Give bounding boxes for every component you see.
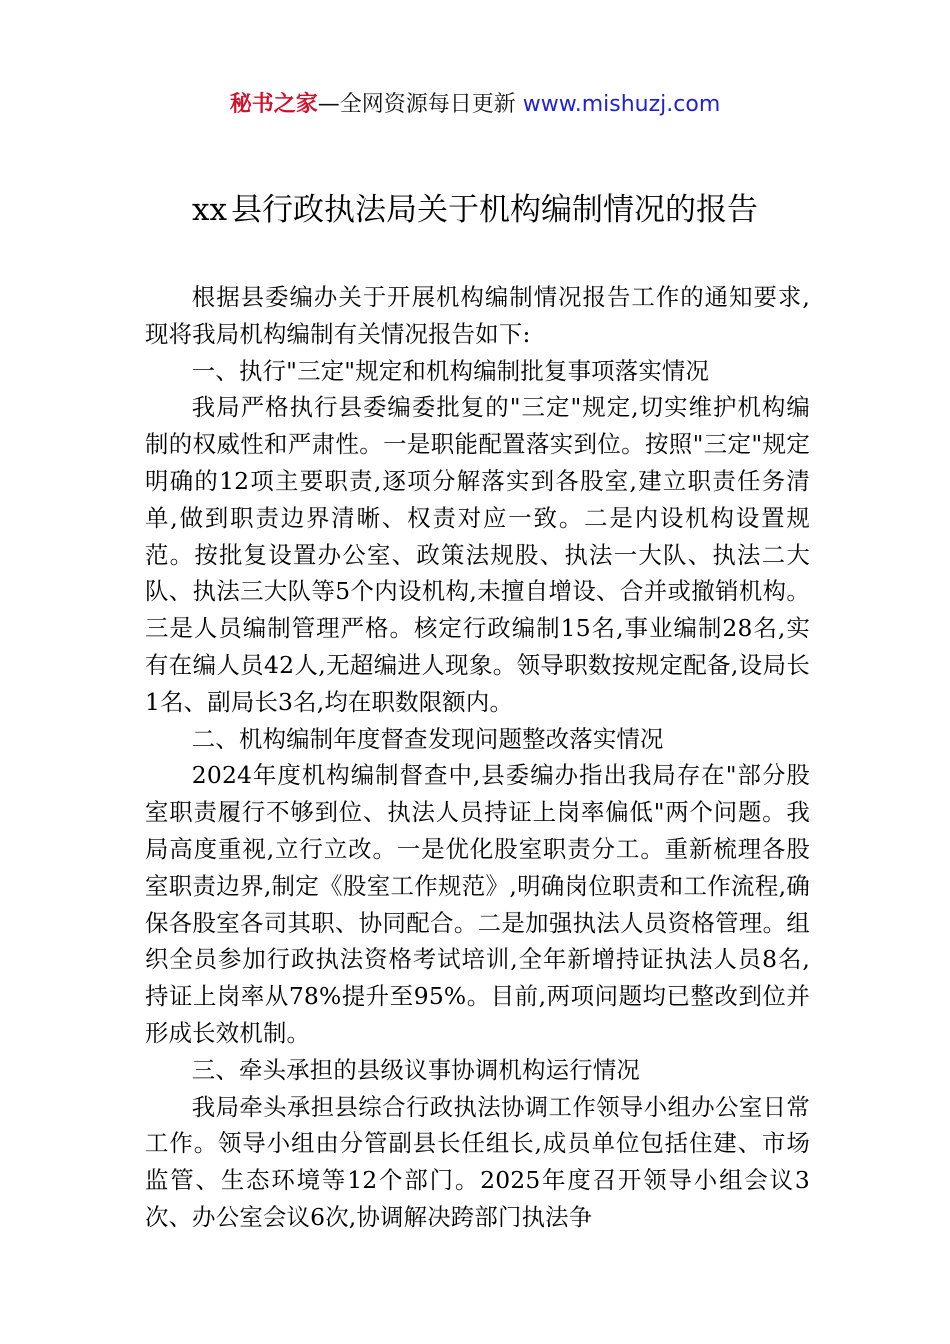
- site-header: [0, 88, 950, 122]
- section-heading-3: 三、牵头承担的县级议事协调机构运行情况: [191, 1055, 641, 1084]
- paragraph-intro: 根据县委编办关于开展机构编制情况报告工作的通知要求,现将我局机构编制有关情况报告如下:: [145, 283, 810, 348]
- document-body: [145, 279, 810, 1236]
- site-tagline: —全网资源每日更新: [317, 92, 516, 117]
- title-text: 县行政执法局关于机构编制情况的报告: [230, 192, 758, 228]
- section-heading-1: 一、执行"三定"规定和机构编制批复事项落实情况: [191, 356, 710, 385]
- site-url-link[interactable]: www.mishuzj.com: [522, 92, 721, 117]
- paragraph-section-2: 2024年度机构编制督查中,县委编办指出我局存在"部分股室职责履行不够到位、执法人员持证上岗率偏低"两个问题。我局高度重视,立行立改。一是优化股室职责分工。重新梳理各股室职责边界,制定《股室工作规范》,明确岗位职责和工作流程,确保各股室各司其职、协同配合。二是加强执法人员资格管理。组织全员参加行政执法资格考试培训,全年新增持证执法人员8名,持证上岗率从78%提升至95%。目前,两项问题均已整改到位并形成长效机制。: [145, 761, 810, 1047]
- section-heading-2: 二、机构编制年度督查发现问题整改落实情况: [191, 724, 664, 753]
- site-brand[interactable]: 秘书之家: [229, 92, 318, 117]
- document-title: [0, 188, 950, 232]
- paragraph-section-1: 我局严格执行县委编委批复的"三定"规定,切实维护机构编制的权威性和严肃性。一是职能配置落实到位。按照"三定"规定明确的12项主要职责,逐项分解落实到各股室,建立职责任务清单,做到职责边界清晰、权责对应一致。二是内设机构设置规范。按批复设置办公室、政策法规股、执法一大队、执法二大队、执法三大队等5个内设机构,未擅自增设、合并或撤销机构。三是人员编制管理严格。核定行政编制15名,事业编制28名,实有在编人员42人,无超编进人现象。领导职数按规定配备,设局长1名、副局长3名,均在职数限额内。: [145, 393, 810, 716]
- title-prefix: xx: [192, 192, 227, 228]
- paragraph-section-3: 我局牵头承担县综合行政执法协调工作领导小组办公室日常工作。领导小组由分管副县长任组长,成员单位包括住建、市场监管、生态环境等12个部门。2025年度召开领导小组会议3次、办公室会议6次,协调解决跨部门执法争: [145, 1092, 810, 1231]
